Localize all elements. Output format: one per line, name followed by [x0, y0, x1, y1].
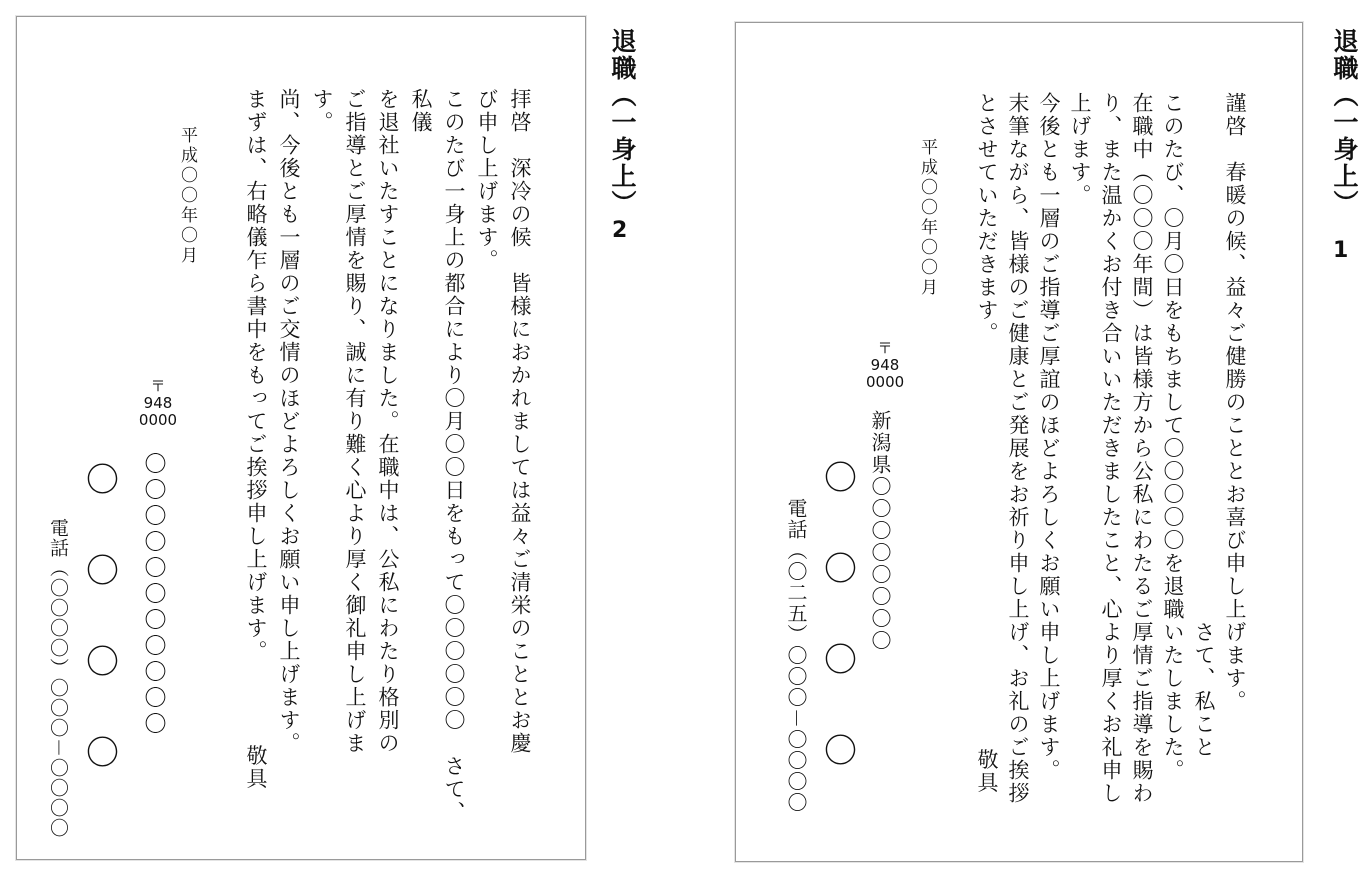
postal-mark: 〒: [150, 377, 166, 395]
letter-2-postal-code: [138, 378, 178, 429]
letter-2-title: 退職（一身上）: [608, 28, 637, 217]
postal-code-part1: 948: [143, 394, 173, 412]
letter-1-body: 謹啓 春暖の候、益々ご健勝のこととお喜び申し上げます。 さて、私こと このたび、〇月〇日をもちまして〇〇〇〇〇を退職いたしました。 在職中（〇〇〇年間）は皆様方から公私にわたるご厚情ご指導を賜わ り、また温かくお付き合いいただきましたこと、心より厚くお礼申し 上げます。 今後とも一層のご指導ご厚誼のほどよろしくお願い申し上げます。 末筆ながら、皆様のご健康とご発展をお祈り申し上げ、お礼のご挨拶 とさせていただきます。 敬具: [975, 92, 1247, 805]
letter-1-postal-code: [866, 340, 904, 391]
postal-code-part2: 0000: [866, 373, 905, 391]
letter-2-page-number: 2: [612, 218, 628, 243]
postal-mark: 〒: [877, 339, 893, 357]
letter-1-name: 〇〇〇〇: [819, 460, 858, 824]
letter-2-name: 〇〇〇〇: [81, 462, 120, 826]
letter-1-address: 新潟県〇〇〇〇〇〇〇〇: [868, 410, 892, 652]
letter-2-phone: 電話（〇〇〇〇）〇〇〇－〇〇〇〇: [47, 518, 69, 839]
letter-1-phone: 電話（〇二五）〇〇〇－〇〇〇〇: [784, 498, 808, 813]
postal-code-part2: 0000: [138, 411, 178, 429]
letter-1-title: 退職（一身上）: [1330, 28, 1359, 217]
letter-2-date: 平成〇〇年〇月: [177, 126, 197, 266]
letter-1-page-number: 1: [1333, 238, 1349, 263]
postal-code-part1: 948: [870, 356, 900, 374]
letter-2-address: 〇〇〇〇〇〇〇〇〇〇〇: [141, 452, 166, 738]
letter-2-body: 拝啓 深冷の候 皆様におかれましては益々ご清栄のこととお慶 び申し上げます。 このたび一身上の都合により〇月〇〇日をもって〇〇〇〇〇〇 さて、私儀 を退社いたすことになりました。在職中は、公私にわたり格別の ご指導とご厚情を賜り、誠に有り難く心より厚く御礼申し上げま す。 尚、今後とも一層のご交情のほどよろしくお願い申し上げます。 まずは、右略儀乍ら書中をもってご挨拶申し上げます。 敬具: [244, 88, 532, 824]
letter-1-date: 平成〇〇年〇〇月: [917, 138, 937, 298]
